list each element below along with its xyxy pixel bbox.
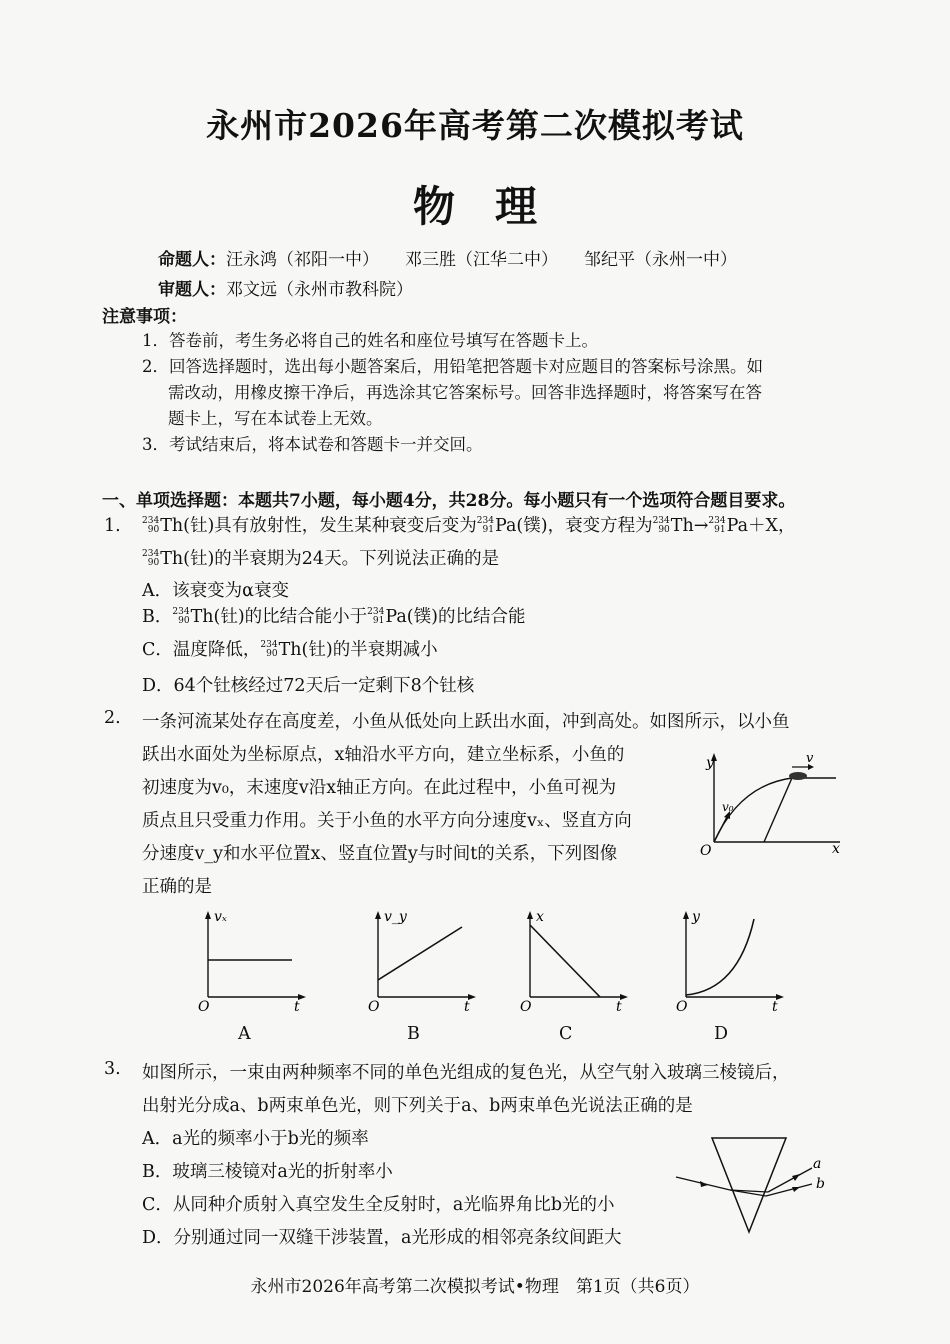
notice-item-2-line-2: 需改动，用橡皮擦干净后，再选涂其它答案标号。回答非选择题时，将答案写在答 (168, 383, 762, 402)
author-1: 汪永鸿（祁阳一中） (226, 250, 379, 270)
q3-option-d: D．分别通过同一双缝干涉装置，a光形成的相邻亮条纹间距大 (142, 1228, 622, 1248)
q2-graph-d (668, 905, 793, 1015)
notice-item-2-line-3: 题卡上，写在本试卷上无效。 (168, 409, 383, 428)
q2-graph-c (512, 905, 637, 1015)
q3-number: 3. (104, 1059, 121, 1079)
graph-b-tlabel: t (464, 999, 470, 1015)
q1-stem-line-1: 234 90 Th(钍)具有放射性，发生某种衰变后变为 234 91 Pa(镤)，衰变方程为 234 90 Th→ 234 91 Pa＋X， (142, 515, 796, 536)
notice-item-1: 1．答卷前，考生务必将自己的姓名和座位号填写在答题卡上。 (142, 331, 598, 350)
prism (712, 1138, 786, 1232)
q3-prism-figure (672, 1132, 842, 1237)
nuclide-th: 234 90 Th (142, 515, 184, 536)
exam-title: 永州市2026年高考第二次模拟考试 (206, 106, 744, 145)
q2-graph-a-label: A (238, 1024, 251, 1044)
ray-b-label: b (816, 1176, 825, 1192)
q2-graph-d-label: D (714, 1024, 729, 1044)
graph-d-curve (686, 919, 754, 995)
q2-graph-b-label: B (407, 1024, 420, 1044)
ray-a-label: a (813, 1156, 822, 1172)
q2-stem-line-5: 分速度v_y和水平位置x、竖直位置y与时间t的关系，下列图像 (142, 844, 618, 864)
graph-d-origin: O (676, 999, 688, 1015)
graph-c-ylabel: x (536, 909, 544, 925)
v0-arrow (714, 815, 728, 842)
authors-label: 命题人： (158, 250, 226, 270)
notice-heading: 注意事项： (102, 307, 187, 327)
graph-a-tlabel: t (294, 999, 300, 1015)
author-2: 邓三胜（江华二中） (405, 250, 558, 270)
subject-title: 物理 (412, 182, 577, 231)
graph-c-curve (530, 925, 600, 997)
q2-graph-a (190, 905, 315, 1015)
fig-y-label: y (706, 755, 714, 771)
notice-item-2-line-1: 2．回答选择题时，选出每小题答案后，用铅笔把答题卡对应题目的答案标号涂黑。如 (142, 357, 763, 376)
q2-stem-line-3: 初速度为v₀，末速度v沿x轴正方向。在此过程中，小鱼可视为 (142, 778, 617, 798)
q1-stem-line-2: 234 90 Th(钍)的半衰期为24天。下列说法正确的是 (142, 548, 500, 569)
graph-a-origin: O (198, 999, 210, 1015)
q2-graph-c-label: C (559, 1024, 573, 1044)
graph-c-origin: O (520, 999, 532, 1015)
reviewer-line (158, 275, 413, 300)
fig-x-label: x (832, 841, 840, 857)
q1-option-a: A．该衰变为α衰变 (142, 581, 289, 601)
q1-number: 1. (104, 516, 121, 536)
fig-v0-label: v₀ (722, 800, 734, 814)
q2-stem-line-6: 正确的是 (142, 877, 212, 897)
graph-d-tlabel: t (772, 999, 778, 1015)
river-bank (764, 778, 836, 842)
graph-b-curve (378, 927, 462, 980)
q3-stem-line-2: 出射光分成a、b两束单色光，则下列关于a、b两束单色光说法正确的是 (142, 1096, 693, 1116)
reviewer-name: 邓文远（永州市教科院） (226, 280, 413, 300)
arrow: → (693, 516, 709, 536)
q2-stem-line-2: 跃出水面处为坐标原点，x轴沿水平方向，建立坐标系，小鱼的 (142, 745, 625, 765)
fig-origin-label: O (700, 843, 712, 859)
graph-c-tlabel: t (616, 999, 622, 1015)
page-footer: 永州市2026年高考第二次模拟考试•物理 第1页（共6页） (250, 1277, 700, 1297)
notice-item-3: 3．考试结束后，将本试卷和答题卡一并交回。 (142, 435, 483, 454)
reviewer-label: 审题人： (158, 280, 226, 300)
q2-stem-line-4: 质点且只受重力作用。关于小鱼的水平方向分速度vₓ、竖直方向 (142, 811, 632, 831)
graph-a-ylabel: vₓ (214, 909, 227, 925)
q3-stem-line-1: 如图所示，一束由两种频率不同的单色光组成的复色光，从空气射入玻璃三棱镜后， (142, 1063, 790, 1083)
q1-option-d: D．64个钍核经过72天后一定剩下8个钍核 (142, 676, 475, 696)
graph-b-origin: O (368, 999, 380, 1015)
graph-d-ylabel: y (692, 909, 700, 925)
q1-option-c: C．温度降低， 234 90 Th(钍)的半衰期减小 (142, 639, 438, 660)
fig-v-label: v (806, 751, 814, 766)
nuclide-pa: 234 91 Pa (476, 515, 517, 536)
graph-b-ylabel: v_y (384, 909, 407, 925)
section-1-heading: 一、单项选择题：本题共7小题，每小题4分，共28分。每小题只有一个选项符合题目要求。 (102, 491, 796, 511)
q3-option-a: A．a光的频率小于b光的频率 (142, 1129, 369, 1149)
q2-number: 2. (104, 708, 121, 728)
q2-stem-line-1: 一条河流某处存在高度差，小鱼从低处向上跃出水面，冲到高处。如图所示，以小鱼 (142, 712, 790, 732)
fish-icon (789, 772, 807, 780)
ray-a (768, 1168, 812, 1192)
q1-option-b: B． 234 90 Th(钍)的比结合能小于 234 91 Pa(镤)的比结合能 (142, 606, 526, 627)
q3-option-b: B．玻璃三棱镜对a光的折射率小 (142, 1162, 393, 1182)
author-3: 邹纪平（永州一中） (584, 250, 737, 270)
q2-graph-b (360, 905, 485, 1015)
q3-option-c: C．从同种介质射入真空发生全反射时，a光临界角比b光的小 (142, 1195, 615, 1215)
q2-fish-figure (700, 745, 860, 860)
authors-line (158, 245, 737, 270)
